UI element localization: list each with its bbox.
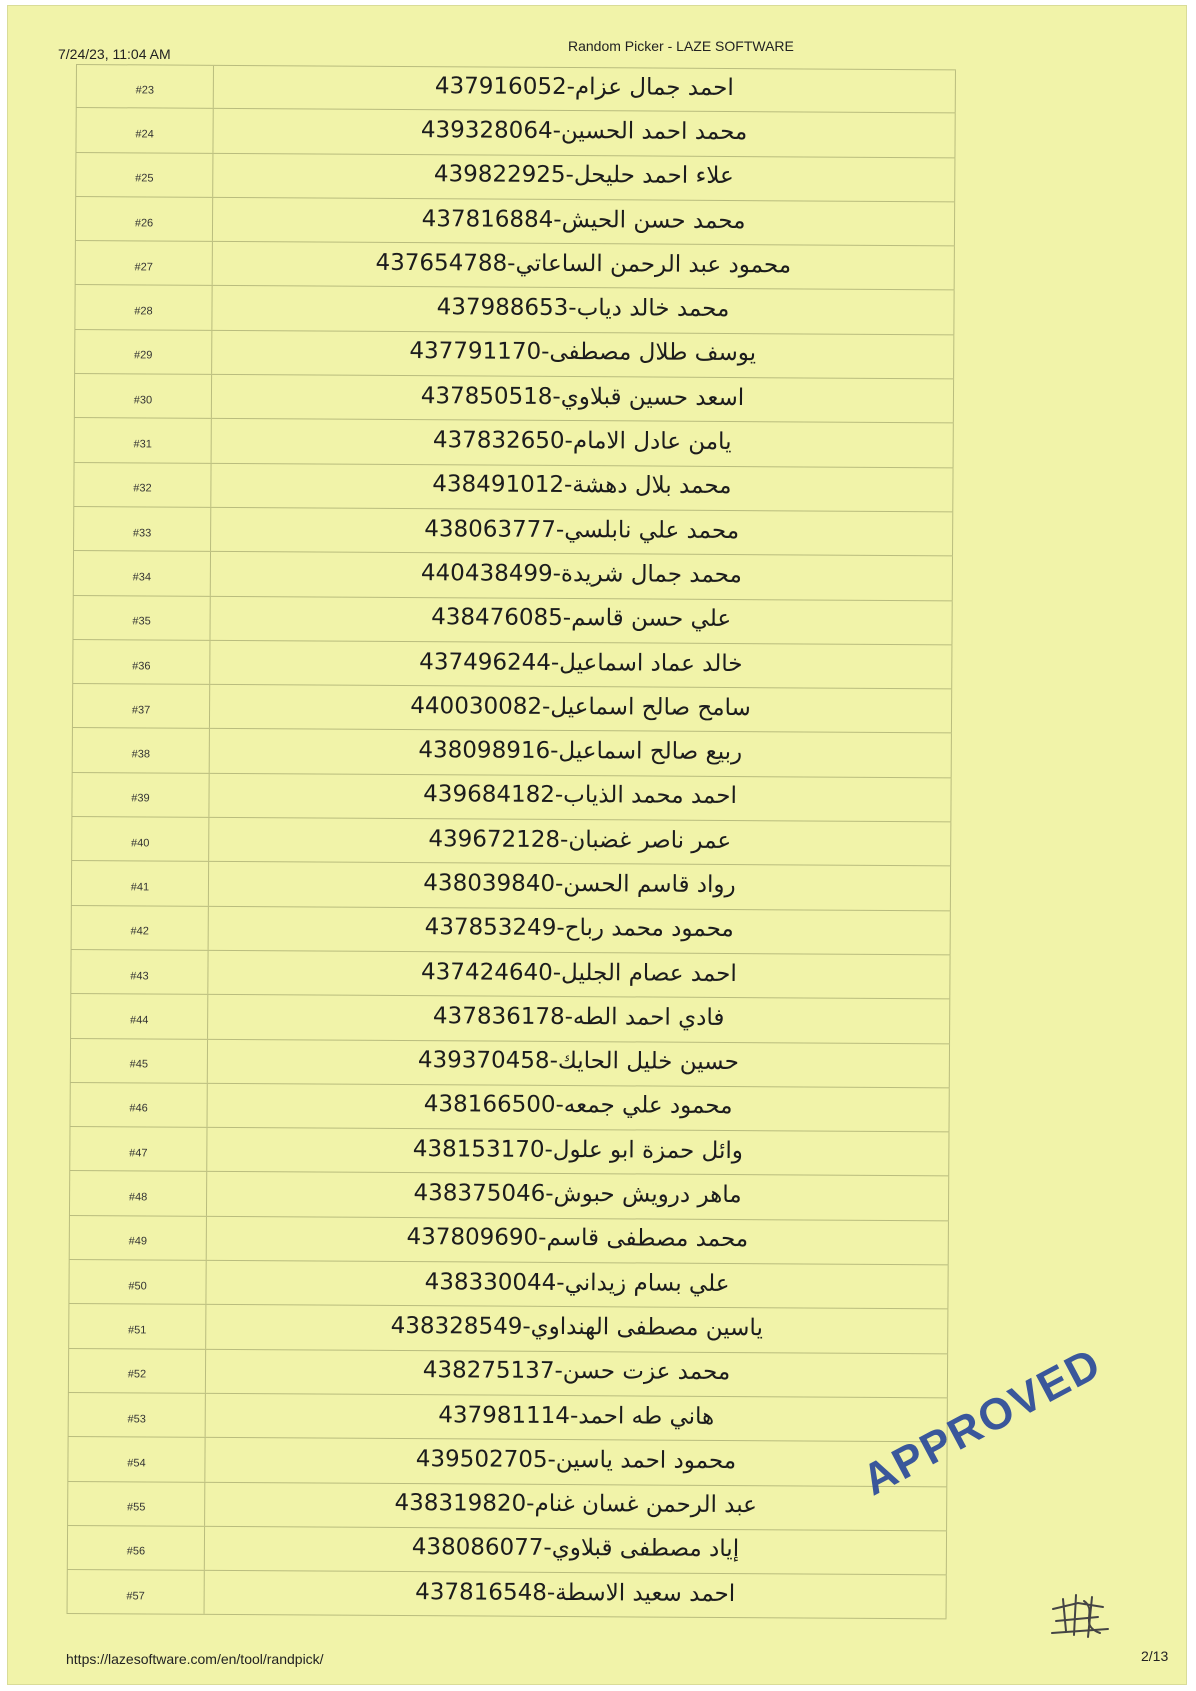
row-number: #36 xyxy=(72,640,210,684)
table-row xyxy=(75,108,955,158)
row-number: #25 xyxy=(75,153,213,197)
row-number: #35 xyxy=(72,596,210,640)
table-row xyxy=(72,596,952,646)
table-row xyxy=(67,1526,947,1576)
source-url: https://lazesoftware.com/en/tool/randpick/ xyxy=(66,1651,324,1667)
table-row xyxy=(72,728,952,778)
row-number: #29 xyxy=(74,330,212,374)
page-title: Random Picker - LAZE SOFTWARE xyxy=(568,38,794,54)
table-row xyxy=(76,64,956,114)
approved-stamp: APPROVED xyxy=(854,1338,1110,1506)
row-number: #47 xyxy=(69,1127,207,1171)
row-number: #41 xyxy=(71,861,209,905)
table-row xyxy=(67,1437,947,1487)
table-row xyxy=(69,1127,949,1177)
table-row xyxy=(74,374,954,424)
row-number: #46 xyxy=(70,1083,208,1127)
row-name: محمد بلال دهشة-438491012 xyxy=(211,464,953,512)
row-name: وائل حمزة ابو علول-438153170 xyxy=(207,1128,949,1176)
row-number: #27 xyxy=(75,241,213,285)
row-number: #51 xyxy=(68,1304,206,1348)
row-name: عبد الرحمن غسان غنام-438319820 xyxy=(205,1482,947,1530)
row-number: #43 xyxy=(70,950,208,994)
row-name: محمد خالد دياب-437988653 xyxy=(212,286,954,334)
row-number: #54 xyxy=(67,1437,205,1481)
table-row xyxy=(67,1481,947,1531)
row-name: محمود علي جمعه-438166500 xyxy=(208,1084,950,1132)
row-name: محمود عبد الرحمن الساعاتي-437654788 xyxy=(213,242,955,290)
row-number: #32 xyxy=(73,463,211,507)
table-row xyxy=(68,1304,948,1354)
row-number: #45 xyxy=(70,1039,208,1083)
row-number: #31 xyxy=(74,418,212,462)
row-name: ماهر درويش حبوش-438375046 xyxy=(207,1172,949,1220)
row-number: #24 xyxy=(75,108,213,152)
row-number: #39 xyxy=(71,773,209,817)
row-name: فادي احمد الطه-437836178 xyxy=(208,995,950,1043)
row-name: احمد محمد الذياب-439684182 xyxy=(209,774,951,822)
row-name: محمود محمد رباح-437853249 xyxy=(209,906,951,954)
row-number: #34 xyxy=(73,551,211,595)
row-name: احمد سعيد الاسطة-437816548 xyxy=(205,1571,947,1619)
row-name: رواد قاسم الحسن-438039840 xyxy=(209,862,951,910)
row-number: #40 xyxy=(71,817,209,861)
table-row xyxy=(68,1260,948,1310)
table-row xyxy=(74,330,954,380)
row-name: علاء احمد حليحل-439822925 xyxy=(213,153,955,201)
table-row xyxy=(70,950,950,1000)
table-row xyxy=(74,418,954,468)
scanned-page xyxy=(7,5,1187,1685)
row-number: #49 xyxy=(69,1216,207,1260)
row-number: #33 xyxy=(73,507,211,551)
table-row xyxy=(71,861,951,911)
table-row xyxy=(74,285,954,335)
table-row xyxy=(68,1393,948,1443)
row-name: يوسف طلال مصطفى-437791170 xyxy=(212,331,954,379)
row-name: علي بسام زيداني-438330044 xyxy=(206,1261,948,1309)
row-name: احمد عصام الجليل-437424640 xyxy=(208,951,950,999)
row-number: #44 xyxy=(70,994,208,1038)
row-number: #52 xyxy=(68,1349,206,1393)
table-row xyxy=(69,1216,949,1266)
row-number: #30 xyxy=(74,374,212,418)
row-number: #38 xyxy=(72,728,210,772)
row-name: خالد عماد اسماعيل-437496244 xyxy=(210,641,952,689)
page-number: 2/13 xyxy=(1141,1648,1169,1664)
row-name: اسعد حسين قبلاوي-437850518 xyxy=(212,375,954,423)
table-row xyxy=(70,1039,950,1089)
table-row xyxy=(70,994,950,1044)
results-table xyxy=(67,64,956,1620)
table-row xyxy=(67,1570,947,1620)
row-name: محمد احمد الحسين-439328064 xyxy=(213,109,955,157)
row-name: علي حسن قاسم-438476085 xyxy=(210,596,952,644)
table-row xyxy=(68,1349,948,1399)
row-name: محمد مصطفى قاسم-437809690 xyxy=(207,1217,949,1265)
row-name: محمد جمال شريدة-440438499 xyxy=(211,552,953,600)
row-name: سامح صالح اسماعيل-440030082 xyxy=(210,685,952,733)
table-row xyxy=(70,1083,950,1133)
row-number: #42 xyxy=(71,906,209,950)
row-name: حسين خليل الحايك-439370458 xyxy=(208,1039,950,1087)
row-name: محمد علي نابلسي-438063777 xyxy=(211,508,953,556)
table-row xyxy=(71,773,951,823)
table-row xyxy=(75,241,955,291)
table-row xyxy=(72,640,952,690)
table-row xyxy=(73,551,953,601)
table-row xyxy=(75,197,955,247)
row-name: محمود احمد ياسين-439502705 xyxy=(205,1438,947,1486)
row-number: #57 xyxy=(67,1570,205,1614)
table-row xyxy=(72,684,952,734)
signature-icon xyxy=(1048,1591,1118,1641)
row-name: محمد عزت حسن-438275137 xyxy=(206,1349,948,1397)
row-number: #56 xyxy=(67,1526,205,1570)
row-name: إياد مصطفى قبلاوي-438086077 xyxy=(205,1527,947,1575)
row-number: #28 xyxy=(74,285,212,329)
row-name: هاني طه احمد-437981114 xyxy=(206,1394,948,1442)
row-number: #50 xyxy=(68,1260,206,1304)
table-row xyxy=(71,906,951,956)
table-row xyxy=(73,463,953,513)
row-number: #37 xyxy=(72,684,210,728)
row-name: عمر ناصر غضبان-439672128 xyxy=(209,818,951,866)
row-number: #48 xyxy=(69,1171,207,1215)
table-row xyxy=(75,153,955,203)
row-name: ربيع صالح اسماعيل-438098916 xyxy=(210,729,952,777)
row-name: يامن عادل الامام-437832650 xyxy=(212,419,954,467)
table-row xyxy=(69,1171,949,1221)
row-name: ياسين مصطفى الهنداوي-438328549 xyxy=(206,1305,948,1353)
table-row xyxy=(73,507,953,557)
row-number: #26 xyxy=(75,197,213,241)
row-name: محمد حسن الحيش-437816884 xyxy=(213,198,955,246)
row-number: #23 xyxy=(76,65,214,108)
table-row xyxy=(71,817,951,867)
row-number: #53 xyxy=(68,1393,206,1437)
print-date: 7/24/23, 11:04 AM xyxy=(58,46,171,62)
row-name: احمد جمال عزام-437916052 xyxy=(214,66,956,113)
row-number: #55 xyxy=(67,1481,205,1525)
